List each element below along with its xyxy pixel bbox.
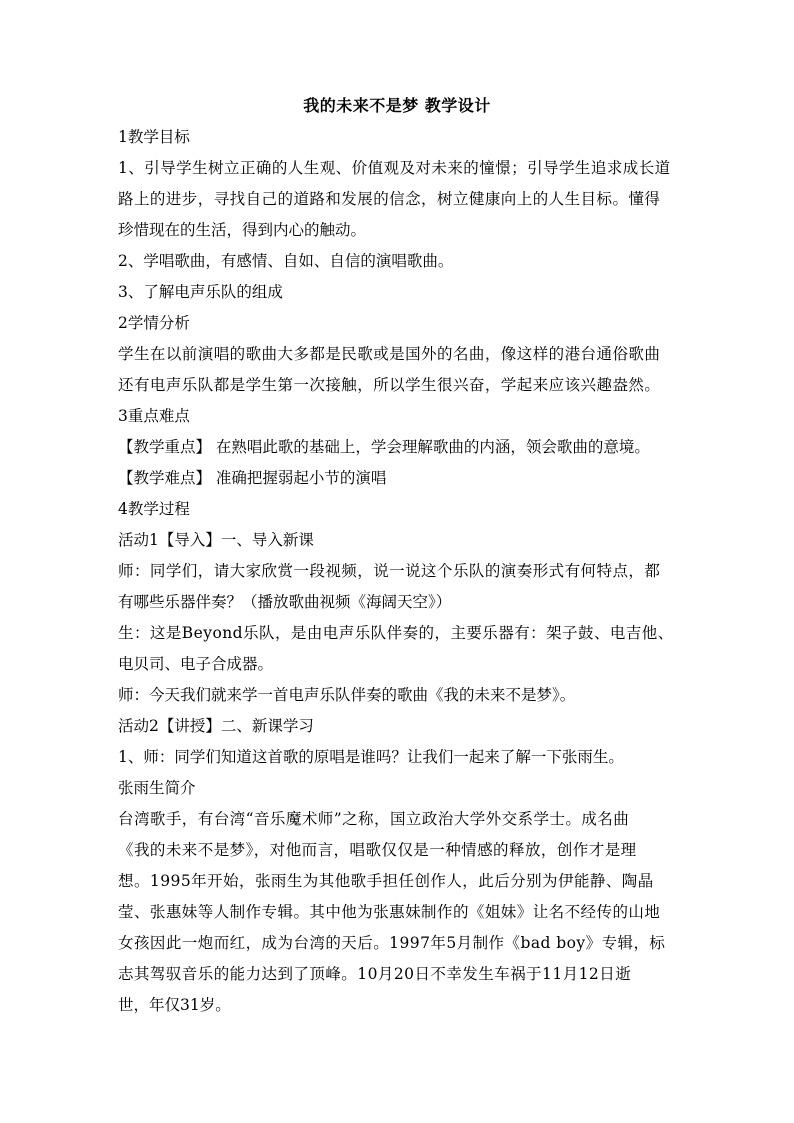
paragraph-line: 《我的未来不是梦》，对他而言，唱歌仅仅是一种情感的释放，创作才是理: [118, 841, 637, 859]
paragraph-line: 想。1995年开始，张雨生为其他歌手担任创作人，此后分别为伊能静、陶晶: [118, 872, 654, 890]
paragraph-line: 2、学唱歌曲，有感情、自如、自信的演唱歌曲。: [118, 252, 454, 270]
heading-key-points: 3重点难点: [118, 407, 190, 425]
paragraph-line: 女孩因此一炮而红，成为台湾的天后。1997年5月制作《bad boy》专辑，标: [118, 934, 666, 952]
paragraph-line: 珍惜现在的生活，得到内心的触动。: [118, 221, 367, 239]
paragraph-line: 莹、张惠妹等人制作专辑。其中他为张惠妹制作的《姐妹》让名不经传的山地: [118, 903, 661, 921]
paragraph-line: 师：今天我们就来学一首电声乐队伴奏的歌曲《我的未来不是梦》。: [118, 686, 576, 704]
paragraph-line: 台湾歌手，有台湾“音乐魔术师”之称，国立政治大学外交系学士。成名曲: [118, 810, 630, 828]
paragraph-line: 师：同学们，请大家欣赏一段视频，说一说这个乐队的演奏形式有何特点，都: [118, 562, 661, 580]
paragraph-line: 3、了解电声乐队的组成: [118, 283, 283, 301]
document-title: 我的未来不是梦 教学设计: [303, 96, 491, 115]
paragraph-line: 学生在以前演唱的歌曲大多都是民歌或是国外的名曲，像这样的港台通俗歌曲: [118, 345, 661, 363]
activity-heading: 活动1【导入】一、导入新课: [118, 531, 314, 549]
heading-teaching-process: 4教学过程: [118, 500, 190, 518]
heading-teaching-goals: 1教学目标: [118, 128, 190, 146]
paragraph-line: 生：这是Beyond乐队，是由电声乐队伴奏的，主要乐器有：架子鼓、电吉他、: [118, 624, 674, 642]
paragraph-line: 1、师：同学们知道这首歌的原唱是谁吗？让我们一起来了解一下张雨生。: [118, 748, 624, 766]
paragraph-line: 电贝司、电子合成器。: [118, 655, 274, 673]
paragraph-line: 世，年仅31岁。: [118, 996, 231, 1014]
heading-student-analysis: 2学情分析: [118, 314, 190, 332]
paragraph-line: 志其驾驭音乐的能力达到了顶峰。10月20日不幸发生车祸于11月12日逝: [118, 965, 632, 983]
document-body: [118, 122, 678, 1021]
paragraph-line: 1、引导学生树立正确的人生观、价值观及对未来的憧憬；引导学生追求成长道: [118, 159, 671, 177]
activity-heading: 活动2【讲授】二、新课学习: [118, 717, 314, 735]
paragraph-line: 【教学难点】 准确把握弱起小节的演唱: [118, 469, 387, 487]
paragraph-line: 还有电声乐队都是学生第一次接触，所以学生很兴奋，学起来应该兴趣盎然。: [118, 376, 661, 394]
paragraph-line: 路上的进步，寻找自己的道路和发展的信念，树立健康向上的人生目标。懂得: [118, 190, 661, 208]
paragraph-line: 【教学重点】 在熟唱此歌的基础上，学会理解歌曲的内涵，领会歌曲的意境。: [118, 438, 650, 456]
section-heading: 张雨生简介: [118, 779, 196, 797]
paragraph-line: 有哪些乐器伴奏？（播放歌曲视频《海阔天空》）: [118, 593, 452, 611]
